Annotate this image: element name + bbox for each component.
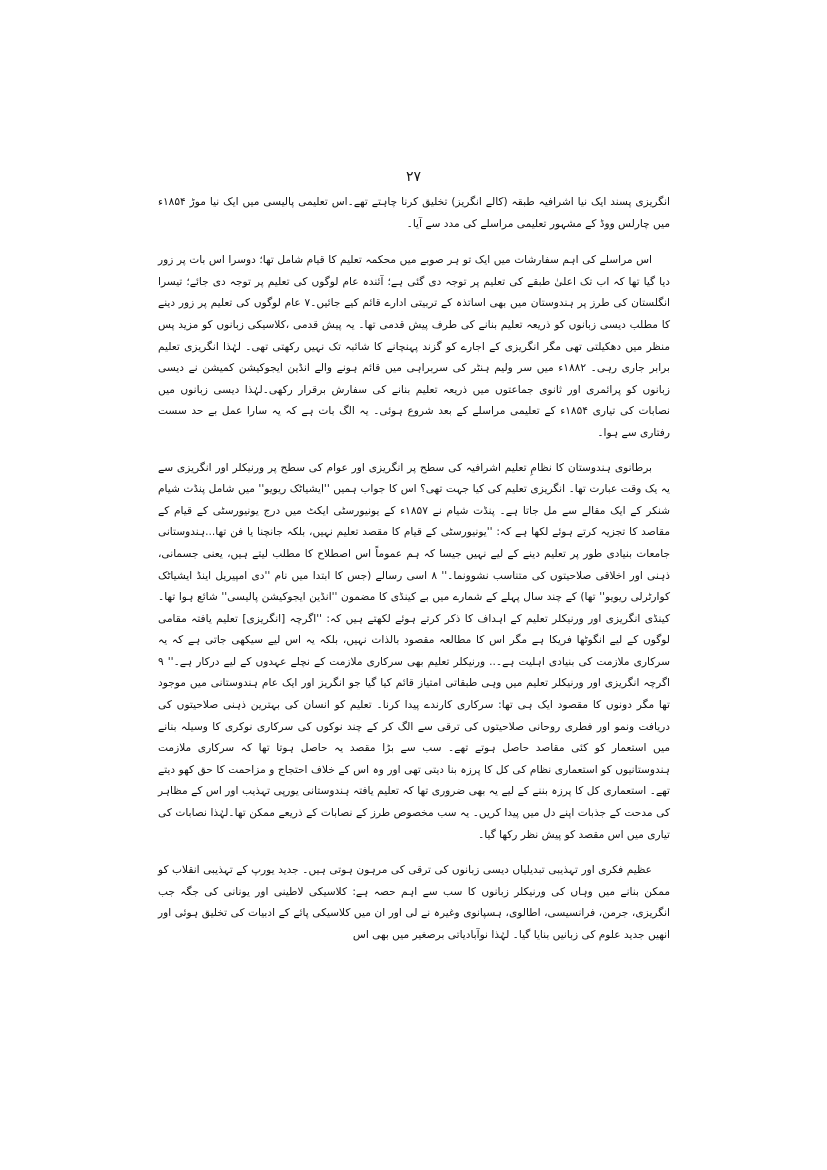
paragraph-2: اس مراسلے کی اہم سفارشات میں ایک تو ہر صوبے میں محکمہ تعلیم کا قیام شامل تھا؛ دوسرا اس بات پر زور دیا گیا تھا کہ اب تک اعلیٰ طبقے کی تعلیم پر توجہ دی گئی ہے؛ آئندہ عام لوگوں کی تعلیم پر توجہ دی جائے؛ تیسرا انگلستان کی طرز پر ہندوستان میں بھی اساتذہ کے تربیتی ادارے قائم کیے جائیں۔۷ عام لوگوں کی تعلیم پر زور دینے کا مطلب دیسی زبانوں کو ذریعہ تعلیم بنانے کی طرف پیش قدمی تھا۔ یہ پیش قدمی ،کلاسیکی زبانوں کو مزید پس منظر میں دھکیلتی تھی مگر انگریزی کے اجارے کو گزند پہنچانے کا شائبہ تک نہیں رکھتی تھی۔ لہٰذا انگریزی تعلیم برابر جاری رہی۔ ۱۸۸۲ء میں سر ولیم ہنٹر کی سربراہی میں قائم ہونے والے انڈین ایجوکیشن کمیشن نے دیسی زبانوں کو پرائمری اور ثانوی جماعتوں میں ذریعہ تعلیم بنانے کی سفارش برقرار رکھی۔لہٰذا دیسی زبانوں میں نصابات کی تیاری ۱۸۵۴ء کے تعلیمی مراسلے کے بعد شروع ہوئی۔ یہ الگ بات ہے کہ یہ سارا عمل بے حد سست رفتاری سے ہوا۔ — [158, 254, 671, 439]
page-number: ۲۷ — [405, 169, 422, 185]
body-text — [158, 192, 670, 947]
paragraph-3: برطانوی ہندوستان کا نظامِ تعلیم اشرافیہ کی سطح پر انگریزی اور عوام کی سطح پر ورنیکلر اور انگریزی سے یہ یک وقت عبارت تھا۔ انگریزی تعلیم کی کیا جہت تھی؟ اس کا جواب ہمیں ''ایشیاٹک ریویو'' میں شامل پنڈت شیام شنکر کے ایک مقالے سے مل جاتا ہے۔ پنڈت شیام نے ۱۸۵۷ء کے یونیورسٹی ایکٹ میں درج یونیورسٹی کے قیام کے مقاصد کا تجزیہ کرتے ہوئے لکھا ہے کہ: ''یونیورسٹی کے قیام کا مقصد تعلیم نہیں، بلکہ جانچنا یا فن تھا...ہندوستانی جامعات بنیادی طور پر تعلیم دینے کے لیے نہیں جیسا کہ ہم عموماً اس اصطلاح کا مطلب لیتے ہیں، یعنی جسمانی، ذہنی اور اخلاقی صلاحیتوں کی متناسب نشوونما۔'' ۸ اسی رسالے (جس کا ابتدا میں نام ''دی امپیریل اینڈ ایشیاٹک کوارٹرلی ریویو'' تھا) کے چند سال پہلے کے شمارے میں بے کینڈی کا مضمون ''انڈین ایجوکیشن پالیسی'' شائع ہوا تھا۔ کینڈی انگریزی اور ورنیکلر تعلیم کے اہداف کا ذکر کرتے ہوئے لکھتے ہیں کہ: ''اگرچہ [انگریزی] تعلیم یافتہ مقامی لوگوں کے لیے انگوٹھا فریکا ہے مگر اس کا مطالعہ مقصود بالذات نہیں، بلکہ یہ اس لیے سیکھی جاتی ہے کہ یہ سرکاری ملازمت کی بنیادی اہلیت ہے۔.. ورنیکلر تعلیم بھی سرکاری ملازمت کے نچلے عہدوں کے لیے درکار ہے۔'' ۹ اگرچہ انگریزی اور ورنیکلر تعلیم میں وہی طبقاتی امتیاز قائم کیا گیا جو انگریز اور ایک عام ہندوستانی میں موجود تھا مگر دونوں کا مقصود ایک ہی تھا: سرکاری کارندے پیدا کرنا۔ تعلیم کو انسان کی بہترین ذہنی صلاحیتوں کی دریافت ونمو اور فطری روحانی صلاحیتوں کی ترقی سے الگ کر کے چند نوکوں کی سرکاری نوکری کا وسیلہ بنانے میں استعمار کو کئی مقاصد حاصل ہوتے تھے۔ سب سے بڑا مقصد یہ حاصل ہوتا تھا کہ سرکاری ملازمت ہندوستانیوں کو استعماری نظام کی کل کا پرزہ بنا دیتی تھی اور وہ اس کے خلاف احتجاج و مزاحمت کا حق کھو دیتے تھے۔ استعماری کل کا پرزہ بننے کے لیے یہ بھی ضروری تھا کہ تعلیم یافتہ ہندوستانی یورپی تہذیب اور اس کے مظاہر کی مدحت کے جذبات اپنے دل میں پیدا کریں۔ یہ سب مخصوص طرز کے نصابات کے ذریعے ممکن تھا۔لہٰذا نصابات کی تیاری میں اس مقصد کو پیش نظر رکھا گیا۔ — [158, 461, 670, 841]
paragraph-4: عظیم فکری اور تہذیبی تبدیلیاں دیسی زبانوں کی ترقی کی مرہون ہوتی ہیں۔ جدید یورپ کے تہذیبی انقلاب کو ممکن بنانے میں وہاں کی ورنیکلر زبانوں کا سب سے اہم حصہ ہے: کلاسیکی لاطینی اور یونانی کی جگہ جب انگریزی، جرمن، فرانسیسی، اطالوی، ہسپانوی وغیرہ نے لی اور ان میں کلاسیکی پائے کے ادبیات کی تخلیق ہوئی اور انھیں جدید علوم کی زبانیں بنایا گیا۔ لہٰذا نوآبادیاتی برصغیر میں بھی اس — [158, 864, 670, 941]
paragraph-1: انگریزی پسند ایک نیا اشرافیہ طبقہ (کالے انگریز) تخلیق کرنا چاہتے تھے۔اس تعلیمی پالیسی میں ایک نیا موڑ ۱۸۵۴ء میں چارلس ووڈ کے مشہور تعلیمی مراسلے کی مدد سے آیا۔ — [158, 196, 670, 230]
